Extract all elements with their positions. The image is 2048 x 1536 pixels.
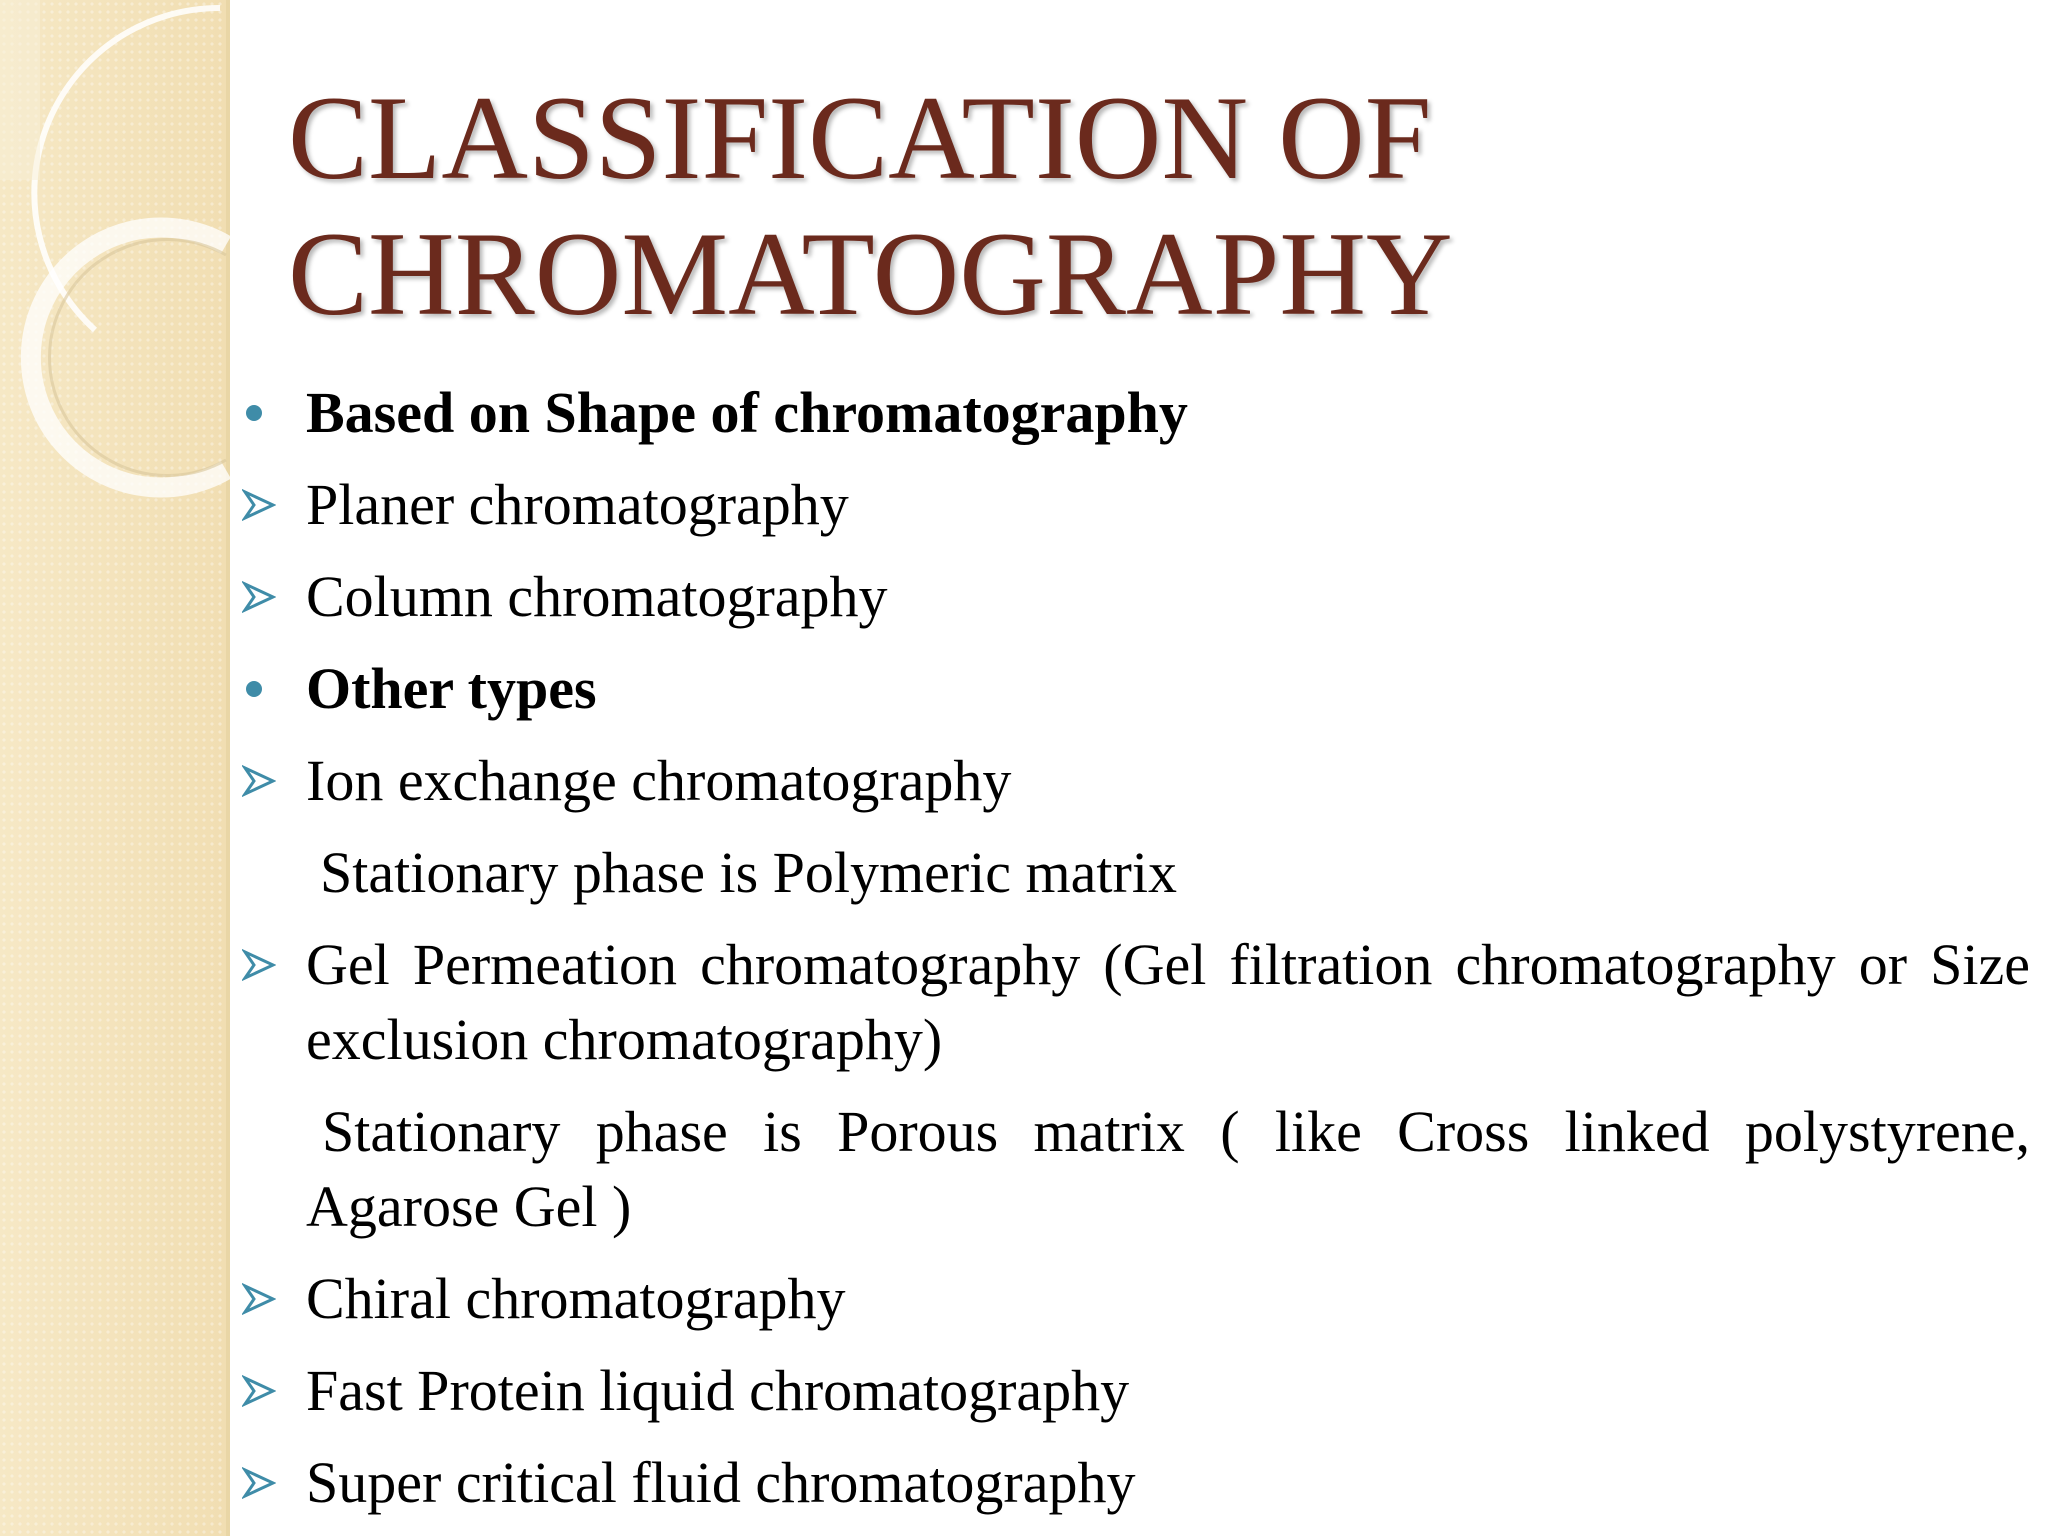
list-item-text: Super critical fluid chromatography <box>306 1450 1136 1515</box>
list-item-text: Ion exchange chromatography <box>306 748 1012 813</box>
list-item-text: Fast Protein liquid chromatography <box>306 1358 1130 1423</box>
list-item <box>240 1261 2030 1336</box>
list-item <box>240 1445 2030 1520</box>
list-item <box>240 927 2030 1077</box>
list-item-text: Other types <box>306 656 597 721</box>
list-item-text: Gel Permeation chromatography (Gel filtration chromatography or Size exclusion chromatography) <box>306 932 2030 1072</box>
slide-title-line-2: CHROMATOGRAPHY <box>288 207 1453 340</box>
list-item <box>240 375 2030 450</box>
list-item <box>240 467 2030 542</box>
bullet-arrow-icon <box>242 765 276 797</box>
list-item-text: Planer chromatography <box>306 472 849 537</box>
list-item-text: Stationary phase is Polymeric matrix <box>320 840 1177 905</box>
slide-title <box>288 70 1788 342</box>
bullet-arrow-icon <box>242 581 276 613</box>
list-item-text: Stationary phase is Porous matrix ( like Cross linked polystyrene, Agarose Gel ) <box>306 1099 2030 1239</box>
list-item <box>240 559 2030 634</box>
list-item-text: Chiral chromatography <box>306 1266 846 1331</box>
bullet-dot-icon <box>246 681 262 697</box>
bullet-arrow-icon <box>242 1467 276 1499</box>
slide-title-line-1: CLASSIFICATION OF <box>288 71 1432 204</box>
decorative-light-strip <box>0 0 40 180</box>
list-item <box>240 651 2030 726</box>
bullet-arrow-icon <box>242 489 276 521</box>
bullet-list <box>240 375 2030 1536</box>
decorative-ring-arc-thick <box>31 227 226 487</box>
list-item-note <box>240 835 2030 910</box>
bullet-arrow-icon <box>242 949 276 981</box>
list-item-note <box>240 1094 2030 1244</box>
list-item <box>240 1353 2030 1428</box>
list-item-text: Column chromatography <box>306 564 888 629</box>
bullet-dot-icon <box>246 405 262 421</box>
decorative-ring-arc-shadow <box>50 240 226 476</box>
list-item <box>240 743 2030 818</box>
bullet-arrow-icon <box>242 1375 276 1407</box>
list-item-text: Based on Shape of chromatography <box>306 380 1188 445</box>
bullet-arrow-icon <box>242 1283 276 1315</box>
